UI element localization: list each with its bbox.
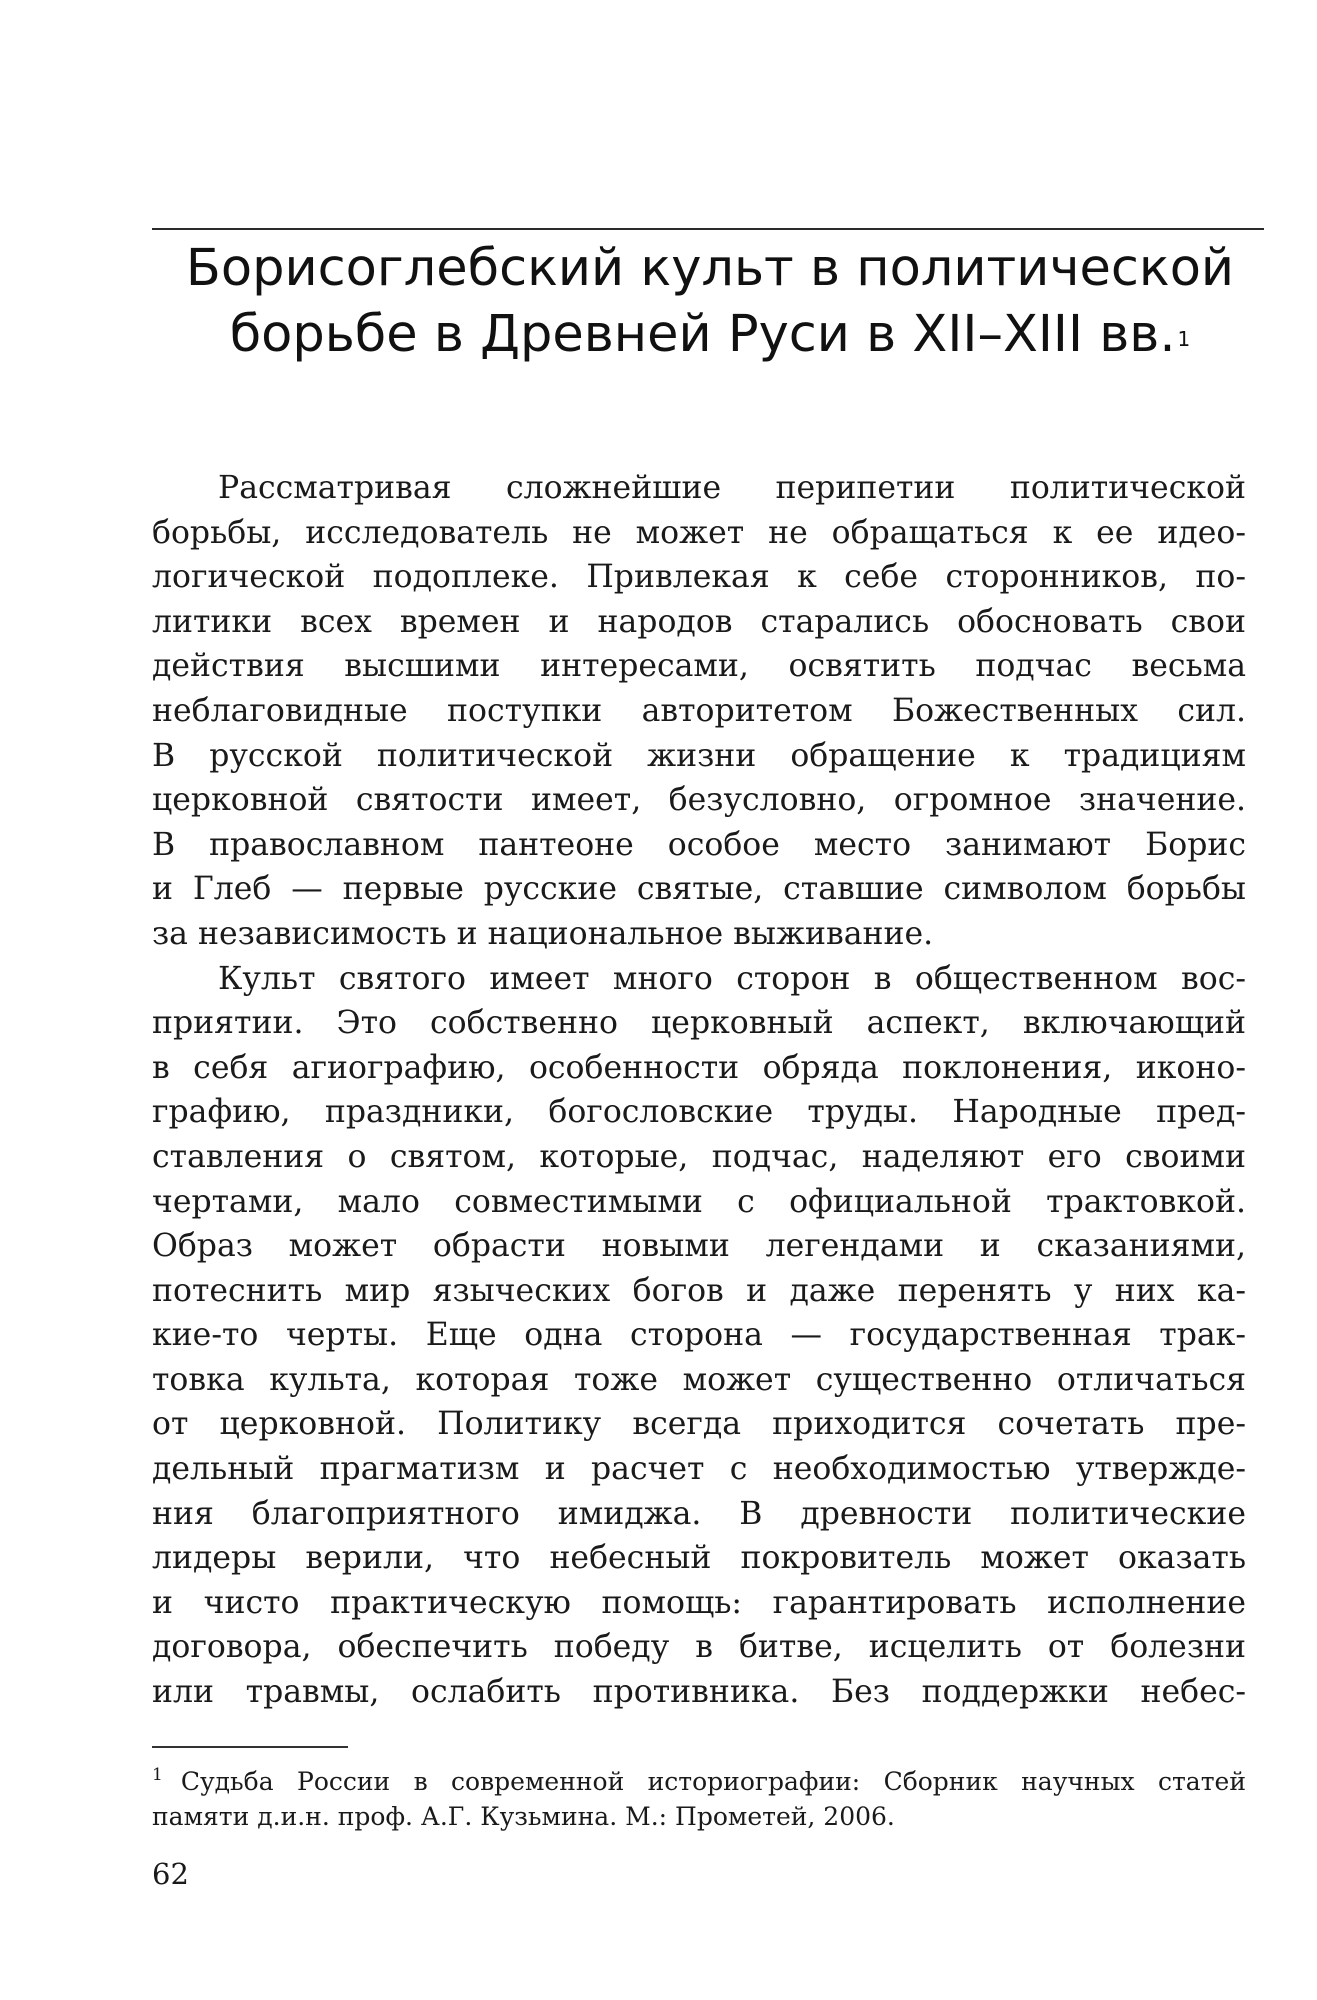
paragraph-1-line: за независимость и национальное выживание.	[152, 915, 934, 952]
paragraph-2-line: и чисто практическую помощь: гарантировать исполнение	[152, 1584, 1246, 1621]
paragraph-2-line: приятии. Это собственно церковный аспект, включающий	[152, 1005, 1246, 1042]
chapter-title	[160, 236, 1260, 368]
paragraph-2-line: или травмы, ослабить противника. Без поддержки небес-	[152, 1674, 1246, 1711]
paragraph-2-line: ния благоприятного имиджа. В древности политические	[152, 1495, 1246, 1532]
paragraph-1-line: В православном пантеоне особое место занимают Борис	[152, 826, 1246, 863]
paragraph-1-line: и Глеб — первые русские святые, ставшие символом борьбы	[152, 871, 1246, 908]
paragraph-1-line: логической подоплеке. Привлекая к себе сторонников, по-	[152, 559, 1246, 596]
body-text	[152, 466, 1246, 1715]
paragraph-2-line: дельный прагматизм и расчет с необходимостью утвержде-	[152, 1451, 1246, 1488]
paragraph-2-line: Образ может обрасти новыми легендами и сказаниями,	[152, 1228, 1246, 1265]
footnote-line-1	[152, 1764, 1246, 1799]
paragraph-1-line: В русской политической жизни обращение к традициям	[152, 737, 1246, 774]
footnote-line-2: памяти д.и.н. проф. А.Г. Кузьмина. М.: Прометей, 2006.	[152, 1802, 895, 1831]
paragraph-2-line: от церковной. Политику всегда приходится сочетать пре-	[152, 1406, 1246, 1443]
chapter-title-line-1: Борисоглебский культ в политической	[185, 239, 1235, 298]
paragraph-2-line: договора, обеспечить победу в битве, исцелить от болезни	[152, 1629, 1246, 1666]
paragraph-2-line: ставления о святом, которые, подчас, наделяют его своими	[152, 1138, 1246, 1175]
paragraph-1-line: церковной святости имеет, безусловно, огромное значение.	[152, 782, 1246, 819]
paragraph-1-line: действия высшими интересами, освятить подчас весьма	[152, 648, 1246, 685]
paragraph-2-line: лидеры верили, что небесный покровитель может оказать	[152, 1540, 1246, 1577]
footnote-text-1: Судьба России в современной историографии: Сборник научных статей	[180, 1767, 1246, 1796]
paragraph-1-line: литики всех времен и народов старались обосновать свои	[152, 603, 1246, 640]
footnote-mark: 1	[152, 1765, 163, 1785]
paragraph-1-line: Рассматривая сложнейшие перипетии политической	[218, 470, 1246, 506]
paragraph-1-line: борьбы, исследователь не может не обращаться к ее идео-	[152, 514, 1246, 551]
page-number: 62	[152, 1857, 189, 1891]
footnote	[152, 1764, 1246, 1834]
chapter-title-line-2	[160, 302, 1260, 368]
paragraph-2-line: потеснить мир языческих богов и даже перенять у них ка-	[152, 1272, 1246, 1309]
chapter-title-line-2-text: борьбе в Древней Руси в XII–XIII вв.	[229, 305, 1176, 364]
paragraph-1-line: неблаговидные поступки авторитетом Божественных сил.	[152, 692, 1246, 729]
title-footnote-mark[interactable]: 1	[1177, 327, 1191, 351]
paragraph-2-line: товка культа, которая тоже может существенно отличаться	[152, 1361, 1246, 1398]
paragraph-2-line: Культ святого имеет много сторон в общественном вос-	[218, 960, 1246, 997]
paragraph-2-line: кие-то черты. Еще одна сторона — государственная трак-	[152, 1317, 1246, 1354]
header-rule	[152, 228, 1264, 230]
paragraph-2-line: чертами, мало совместимыми с официальной трактовкой.	[152, 1183, 1246, 1220]
paragraph-2-line: в себя агиографию, особенности обряда поклонения, иконо-	[152, 1049, 1246, 1086]
paragraph-2-line: графию, праздники, богословские труды. Народные пред-	[152, 1094, 1246, 1131]
footnote-rule	[152, 1746, 348, 1748]
